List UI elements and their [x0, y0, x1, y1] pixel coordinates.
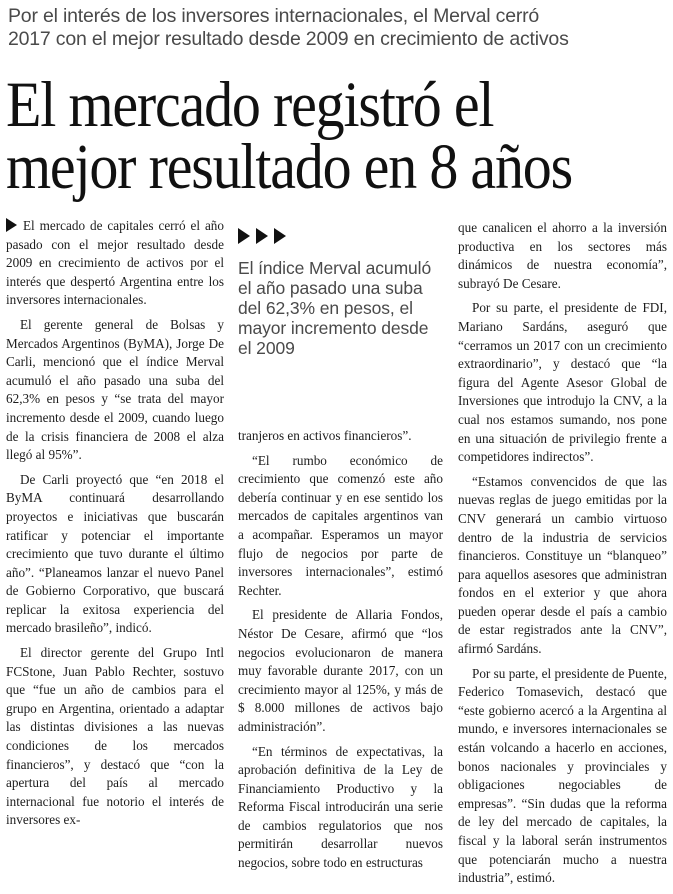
kicker-line: 2017 con el mejor resultado desde 2009 en crecimiento de activos	[8, 28, 569, 50]
paragraph: Por su parte, el presidente de Puente, Federico Tomasevich, destacó que “este gobierno acercó a la Argentina al mundo, e inversores internacionales se están volcando a hacerlo en acciones, bonos nacionales y provinciales y obligaciones negociables de empresas”. “Sin dudas que la reforma de ley del mercado de capitales, la fiscal y la laboral serán instrumentos que potenciarán mucho a nuestra industria”, estimó.	[458, 665, 667, 886]
paragraph: “En términos de expectativas, la aprobación definitiva de la Ley de Financiamiento Productivo y la Reforma Fiscal introducirán una serie de cambios regulatorios que nos permitirán desarrollar nuevos negocios, sobre todo en estructuras	[238, 743, 443, 871]
kicker-line: Por el interés de los inversores internacionales, el Merval cerró	[8, 5, 540, 27]
paragraph: De Carli proyectó que “en 2018 el ByMA continuará desarrollando proyectos e iniciativas que buscarán ratificar y potenciar el importante crecimiento que tuvo durante el último año”. “Planeamos lanzar el nuevo Panel de Gobierno Corporativo, que buscará replicar la exitosa experiencia del mercado brasileño”, indicó.	[6, 471, 224, 636]
headline-line: El mercado registró el	[6, 67, 494, 141]
triple-arrow-icon	[238, 228, 443, 244]
arrow-icon	[274, 228, 286, 244]
paragraph: El gerente general de Bolsas y Mercados Argentinos (ByMA), Jorge De Carli, mencionó que el índice Merval acumuló el año pasado una suba del 62,3% en pesos y “se trata del mayor incremento desde el 2009, cuando luego de la crisis financiera de 2008 el alza llegó al 95%”.	[6, 316, 224, 463]
paragraph: “El rumbo económico de crecimiento que comenzó este año debería continuar y en ese sentido los mercados de capitales argentinos van a acompañar. Esperamos un mayor flujo de negocios por parte de inversores internacionales”, estimó Rechter.	[238, 452, 443, 598]
article-column-2	[238, 427, 443, 879]
pull-quote	[238, 228, 443, 358]
paragraph	[6, 217, 224, 310]
article-kicker	[8, 5, 668, 51]
paragraph: que canalicen el ahorro a la inversión productiva en los sectores más dinámicos de nuestra economía”, subrayó De Cesare.	[458, 220, 667, 291]
article-column-1	[6, 217, 224, 836]
paragraph: El director gerente del Grupo Intl FCStone, Juan Pablo Rechter, sostuvo que “fue un año de cambios para el grupo en Argentina, orientado a adaptar las distintas divisiones a las nuevas condiciones de los mercados financieros”, y destacó que “con la apertura del país al mercado internacional fue notorio el interés de inversores ex-	[6, 645, 224, 828]
paragraph: Por su parte, el presidente de FDI, Mariano Sardáns, aseguró que “cerramos un 2017 con un crecimiento extraordinario”, y destacó que “la figura del Agente Asesor Global de Inversiones que introdujo la CNV, a la cual nos estamos sumando, nos pone en una situación de privilegio frente a competidores indirectos”.	[458, 300, 667, 465]
paragraph: “Estamos convencidos de que las nuevas reglas de juego emitidas por la CNV generará un cambio virtuoso dentro de la industria de servicios financieros. Constituye un “blanqueo” para aquellos asesores que administran fondos en el exterior y que ahora pueden operar desde el país a cambio de estar registrados ante la CNV”, afirmó Sardáns.	[458, 473, 667, 657]
arrow-icon	[238, 228, 250, 244]
headline-line: mejor resultado en 8 años	[6, 129, 572, 203]
article-column-3	[458, 219, 667, 894]
triangle-bullet-icon	[6, 218, 17, 232]
article-headline	[6, 67, 670, 203]
paragraph-text: El mercado de capitales cerró el año pasado con el mejor resultado desde 2009 en crecimiento de activos por el interés que despertó Argentina entre los inversores internacionales.	[6, 218, 224, 308]
pull-quote-text: El índice Merval acumuló el año pasado una suba del 62,3% en pesos, el mayor incremento desde el 2009	[238, 258, 432, 358]
paragraph: El presidente de Allaria Fondos, Néstor De Cesare, afirmó que “los negocios evolucionaron de manera muy favorable durante 2017, con un crecimiento mayor al 125%, y más de $ 8.000 millones de activos bajo administración”.	[238, 607, 443, 734]
arrow-icon	[256, 228, 268, 244]
paragraph: tranjeros en activos financieros”.	[238, 428, 412, 443]
